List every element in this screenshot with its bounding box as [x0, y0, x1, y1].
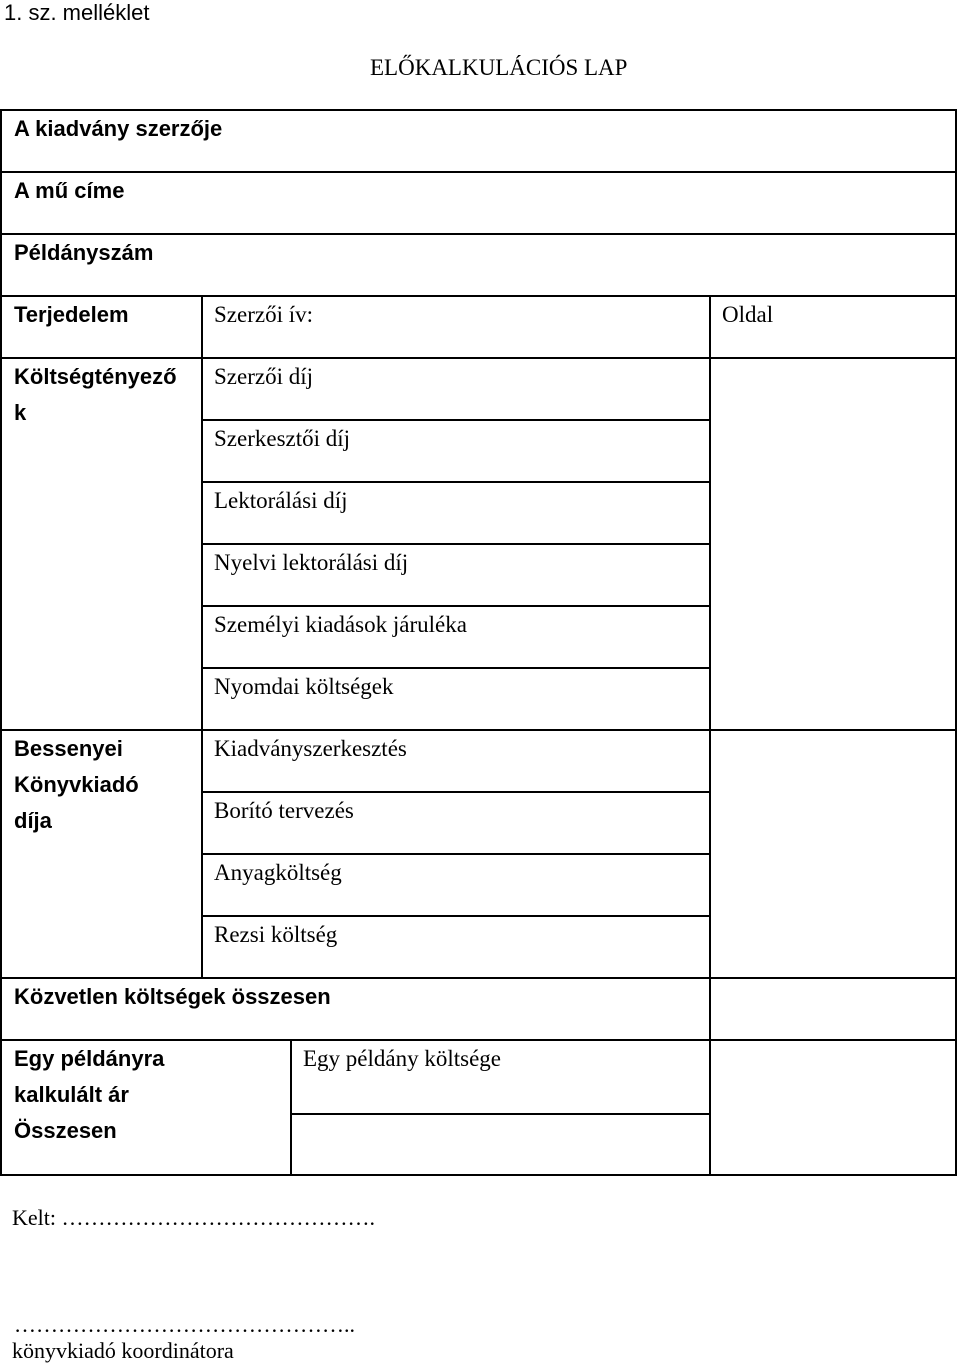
extent-label: Terjedelem — [14, 302, 129, 327]
sheets-cell — [201, 295, 711, 359]
pages-cell — [709, 295, 957, 359]
copies-label: Példányszám — [14, 240, 154, 265]
cost-per-copy-cell — [290, 1039, 711, 1115]
author-row — [0, 109, 957, 173]
sheets-label: Szerzői ív: — [214, 302, 313, 327]
cost-factors-label: Költségtényező k — [14, 364, 177, 425]
publisher-fee-item: Rezsi költség — [214, 922, 338, 947]
publisher-fee-row — [201, 915, 711, 979]
price-value-cell — [709, 1039, 957, 1176]
publisher-fee-label: Bessenyei Könyvkiadó díja — [14, 736, 139, 833]
cost-factor-row — [201, 605, 711, 669]
cost-factor-row — [201, 419, 711, 483]
publisher-fee-item: Borító tervezés — [214, 798, 354, 823]
total-blank-cell — [290, 1113, 711, 1176]
publisher-fee-row — [201, 729, 711, 793]
price-per-copy-label: Egy példányra kalkulált ár Összesen — [14, 1046, 165, 1143]
cost-factor-row — [201, 543, 711, 607]
cost-factor-label: Nyelvi lektorálási díj — [214, 550, 409, 575]
direct-costs-label-cell — [0, 977, 711, 1041]
cost-factor-label: Nyomdai költségek — [214, 674, 394, 699]
signature-label: könyvkiadó koordinátora — [12, 1338, 234, 1363]
cost-factor-label: Szerkesztői díj — [214, 426, 351, 451]
cost-factor-label: Szerzői díj — [214, 364, 313, 389]
publisher-fee-item: Anyagköltség — [214, 860, 342, 885]
direct-costs-label: Közvetlen költségek összesen — [14, 984, 331, 1009]
publisher-fee-row — [201, 853, 711, 917]
pages-label: Oldal — [722, 302, 774, 327]
annex-number: 1. sz. melléklet — [4, 0, 150, 25]
cost-factor-row — [201, 357, 711, 421]
signature-line: ……………………………………….. — [14, 1312, 355, 1337]
work-title-row — [0, 171, 957, 235]
cost-factors-value-cell — [709, 357, 957, 731]
cost-factor-label: Lektorálási díj — [214, 488, 348, 513]
cost-factor-row — [201, 481, 711, 545]
cost-factor-label: Személyi kiadások járuléka — [214, 612, 467, 637]
cost-per-copy-label: Egy példány költsége — [303, 1046, 502, 1071]
extent-label-cell — [0, 295, 203, 359]
publisher-fee-label-cell — [0, 729, 203, 979]
price-per-copy-label-cell — [0, 1039, 292, 1176]
publisher-fee-item: Kiadványszerkesztés — [214, 736, 407, 761]
page-title: ELŐKALKULÁCIÓS LAP — [370, 55, 628, 80]
cost-factor-row — [201, 667, 711, 731]
date-line: Kelt: ……………………………………. — [12, 1205, 375, 1230]
publisher-fee-value-cell — [709, 729, 957, 979]
direct-costs-value-cell — [709, 977, 957, 1041]
cost-factors-label-cell — [0, 357, 203, 731]
work-title-label: A mű címe — [14, 178, 125, 203]
publisher-fee-row — [201, 791, 711, 855]
author-label: A kiadvány szerzője — [14, 116, 223, 141]
copies-row — [0, 233, 957, 297]
